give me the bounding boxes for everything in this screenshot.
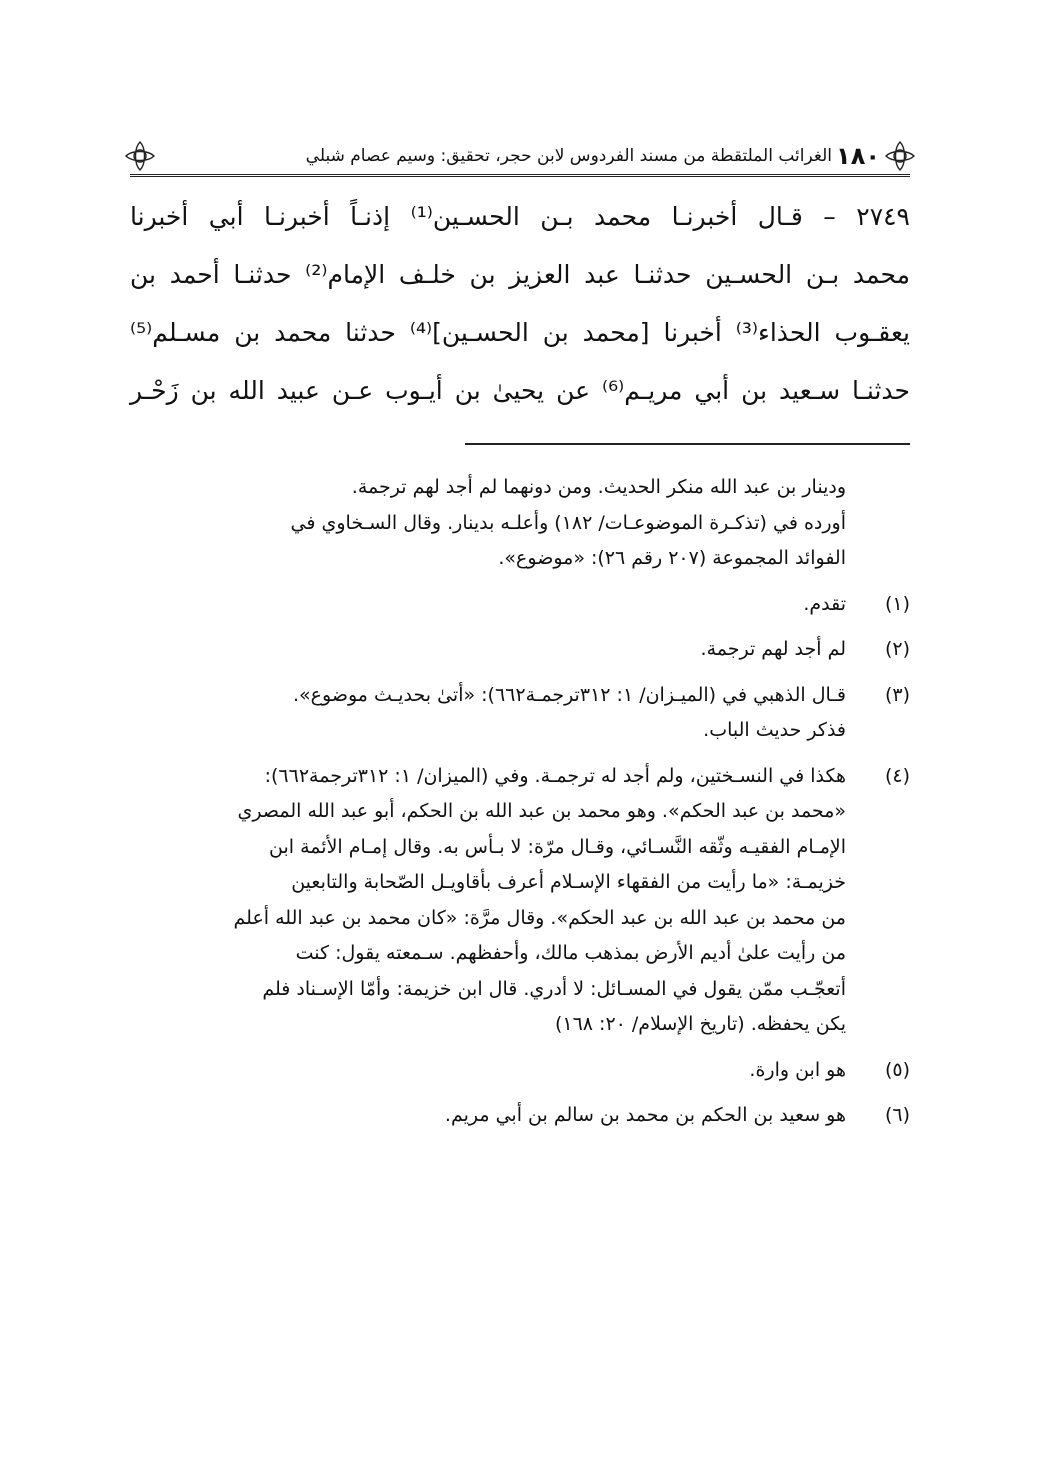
footnote-number: (٥) [884,1058,910,1081]
footnote-number: (٦) [884,1104,910,1126]
main-text-line: حدثنـا سـعيد بن أبي مريـم⁽⁶⁾ عن يحيىٰ بن أيـوب عـن عبيد الله بن زَحْـر [130,376,911,405]
running-title: الغرائب الملتقطة من مسند الفردوس لابن حجر، تحقيق: وسيم عصام شبلي [305,146,832,166]
footnote-1 [130,587,910,623]
ornament-left-icon [122,138,158,174]
footnote-line: أورده في (تذكـرة الموضوعـات/ ١٨٢) وأعلـه بدينار. وقال السـخاوي في [290,511,846,534]
footnote-line: «محمد بن عبد الحكم». وهو محمد بن عبد الله بن الحكم، أبو عبد الله المصري [237,800,846,822]
footnote-line: الفوائد المجموعة (٢٠٧ رقم ٢٦): «موضوع». [498,547,846,569]
footnotes [130,470,910,1134]
footnote-line: هكذا في النسـختين، ولم أجد له ترجمـة. وفي (الميزان/ ١: ٣١٢ترجمة٦٦٢): [264,764,846,787]
footnote-number: (٣) [884,683,910,706]
footnote-4 [130,759,910,1043]
footnote-line: الإمـام الفقيـه وثّقه النَّسـائي، وقـال مرّة: لا بـأس به. وقال إمـام الأئمة ابن [269,835,846,858]
footnote-line: تقدم. [803,592,846,615]
main-text-line: ٢٧٤٩ – قـال أخبرنـا محمد بـن الحسـين⁽¹⁾ إذنـاً أخبرنـا أبي أخبرنا [130,202,910,231]
main-text-line: يعقـوب الحذاء⁽³⁾ أخبرنا [محمد بن الحسـين]⁽⁴⁾ حدثنا محمد بن مسـلم⁽⁵⁾ [130,318,910,347]
footnote-continuation [130,470,910,577]
page-number: ١٨٠ [836,142,880,170]
footnote-line: من رأيت علىٰ أديم الأرض بمذهب مالك، وأحفظهم. سـمعته يقول: كنت [295,942,846,964]
main-text-line: محمد بـن الحسـين حدثنـا عبد العزيز بن خلـف الإمام⁽²⁾ حدثنـا أحمد بن [130,260,911,289]
footnote-3 [130,678,910,749]
footnote-line: لم أجد لهم ترجمة. [700,638,846,660]
footnote-5 [130,1053,910,1089]
footnote-2 [130,632,910,668]
header-rule [130,174,910,177]
page-header [130,138,910,176]
footnote-line: هو سعيد بن الحكم بن محمد بن سالم بن أبي مريم. [444,1104,846,1126]
footnote-line: من محمد بن عبد الله بن عبد الحكم». وقال مرَّة: «كان محمد بن عبد الله أعلم [233,906,846,929]
footnote-number: (١) [884,592,910,615]
footnote-line: قـال الذهبي في (الميـزان/ ١: ٣١٢ترجمـة٦٦٢): «أتىٰ بحديـث موضوع». [293,683,846,706]
ornament-right-icon [882,138,918,174]
footnote-line: خزيمـة: «ما رأيت من الفقهاء الإسـلام أعرف بأقاويـل الصّحابة والتابعين [291,871,846,893]
footnote-6 [130,1098,910,1134]
footnote-line: فذكر حديث الباب. [703,719,846,741]
footnote-number: (٤) [884,764,910,787]
main-text [130,188,910,420]
footnote-line: أتعجّـب ممّن يقول في المسـائل: لا أدري. قال ابن خزيمة: وأمّا الإسـناد فلم [262,977,846,1000]
footnote-line: ودينار بن عبد الله منكر الحديث. ومن دونهما لم أجد لهم ترجمة. [351,476,846,498]
footnote-line: هو ابن وارة. [749,1058,846,1081]
footnote-line: يكن يحفظه. (تاريخ الإسلام/ ٢٠: ١٦٨) [554,1013,846,1035]
footnote-separator [130,443,910,463]
footnote-number: (٢) [884,638,910,660]
